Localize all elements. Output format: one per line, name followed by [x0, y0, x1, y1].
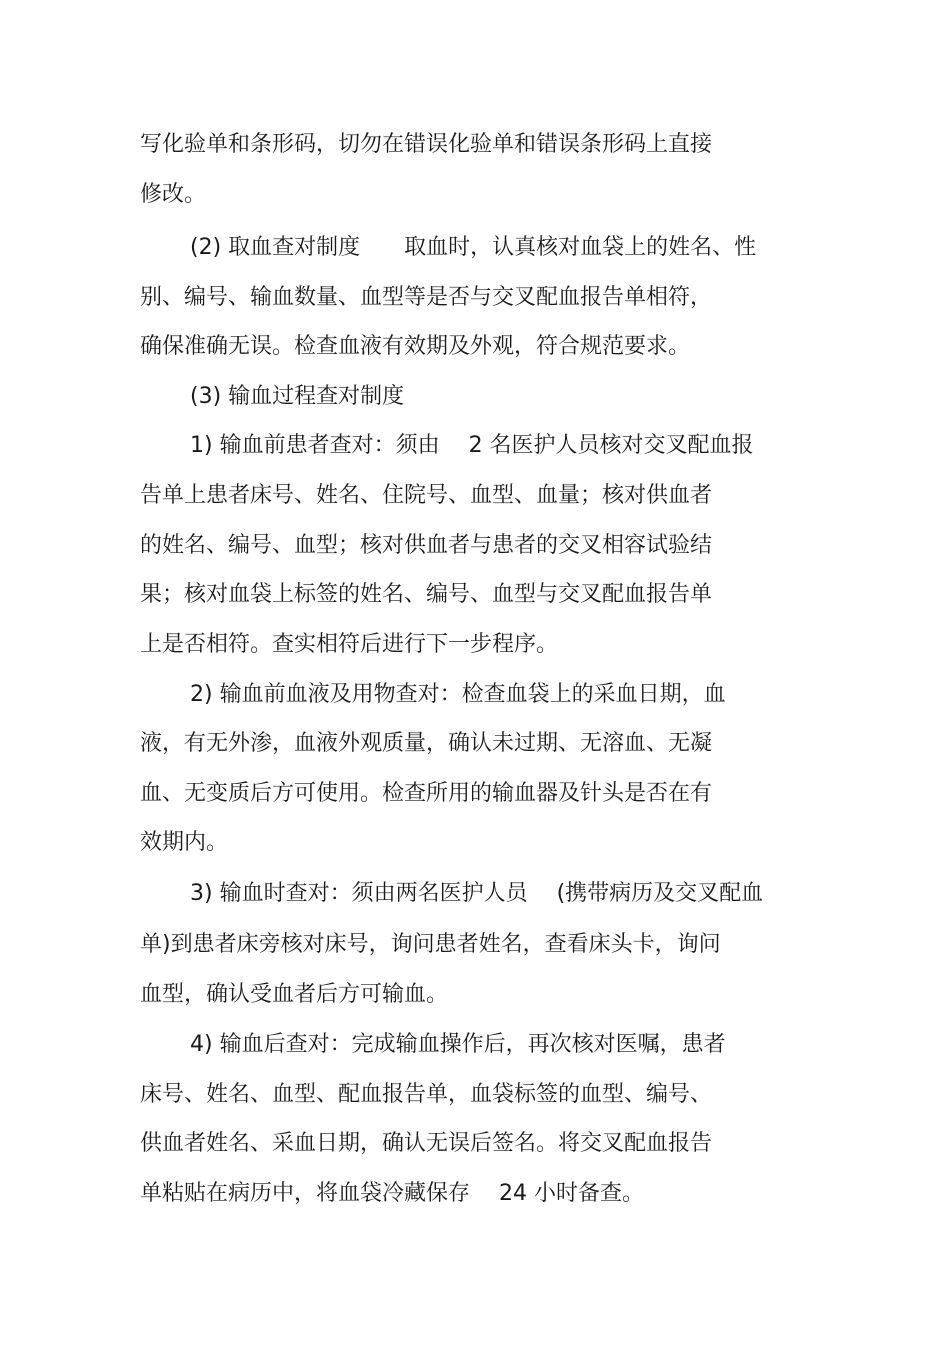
text-line: 的姓名、编号、血型；核对供血者与患者的交叉相容试验结 — [140, 533, 713, 558]
text-line: 血、无变质后方可使用。检查所用的输血器及针头是否在有 — [140, 781, 713, 806]
text-line: 2) 输血前血液及用物查对：检查血袋上的采血日期，血 — [190, 682, 726, 707]
text-line: 效期内。 — [140, 830, 229, 855]
text-line: 别、编号、输血数量、血型等是否与交叉配血报告单相符， — [140, 285, 713, 310]
text-line: 液，有无外渗，血液外观质量，确认未过期、无溶血、无凝 — [140, 731, 713, 756]
text-line: 1) 输血前患者查对：须由 2 名医护人员核对交叉配血报 — [190, 433, 754, 458]
text-line: 修改。 — [140, 182, 207, 207]
text-line: 确保准确无误。检查血液有效期及外观，符合规范要求。 — [140, 334, 691, 359]
text-line: 3) 输血时查对：须由两名医护人员 (携带病历及交叉配血 — [190, 881, 764, 906]
text-line: 4) 输血后查对：完成输血操作后，再次核对医嘱，患者 — [190, 1032, 726, 1057]
text-line: 单)到患者床旁核对床号，询问患者姓名，查看床头卡，询问 — [140, 932, 721, 957]
text-line: (3) 输血过程查对制度 — [190, 384, 405, 409]
text-line: 床号、姓名、血型、配血报告单，血袋标签的血型、编号、 — [140, 1082, 713, 1107]
text-line: 单粘贴在病历中，将血袋冷藏保存 24 小时备查。 — [140, 1181, 644, 1206]
text-line: 果；核对血袋上标签的姓名、编号、血型与交叉配血报告单 — [140, 582, 713, 607]
text-line: 写化验单和条形码，切勿在错误化验单和错误条形码上直接 — [140, 132, 713, 157]
text-line: 告单上患者床号、姓名、住院号、血型、血量；核对供血者 — [140, 483, 713, 508]
text-line: 上是否相符。查实相符后进行下一步程序。 — [140, 632, 559, 657]
text-line: 供血者姓名、采血日期，确认无误后签名。将交叉配血报告 — [140, 1131, 713, 1156]
text-line: (2) 取血查对制度 取血时，认真核对血袋上的姓名、性 — [190, 235, 757, 260]
text-line: 血型，确认受血者后方可输血。 — [140, 982, 449, 1007]
